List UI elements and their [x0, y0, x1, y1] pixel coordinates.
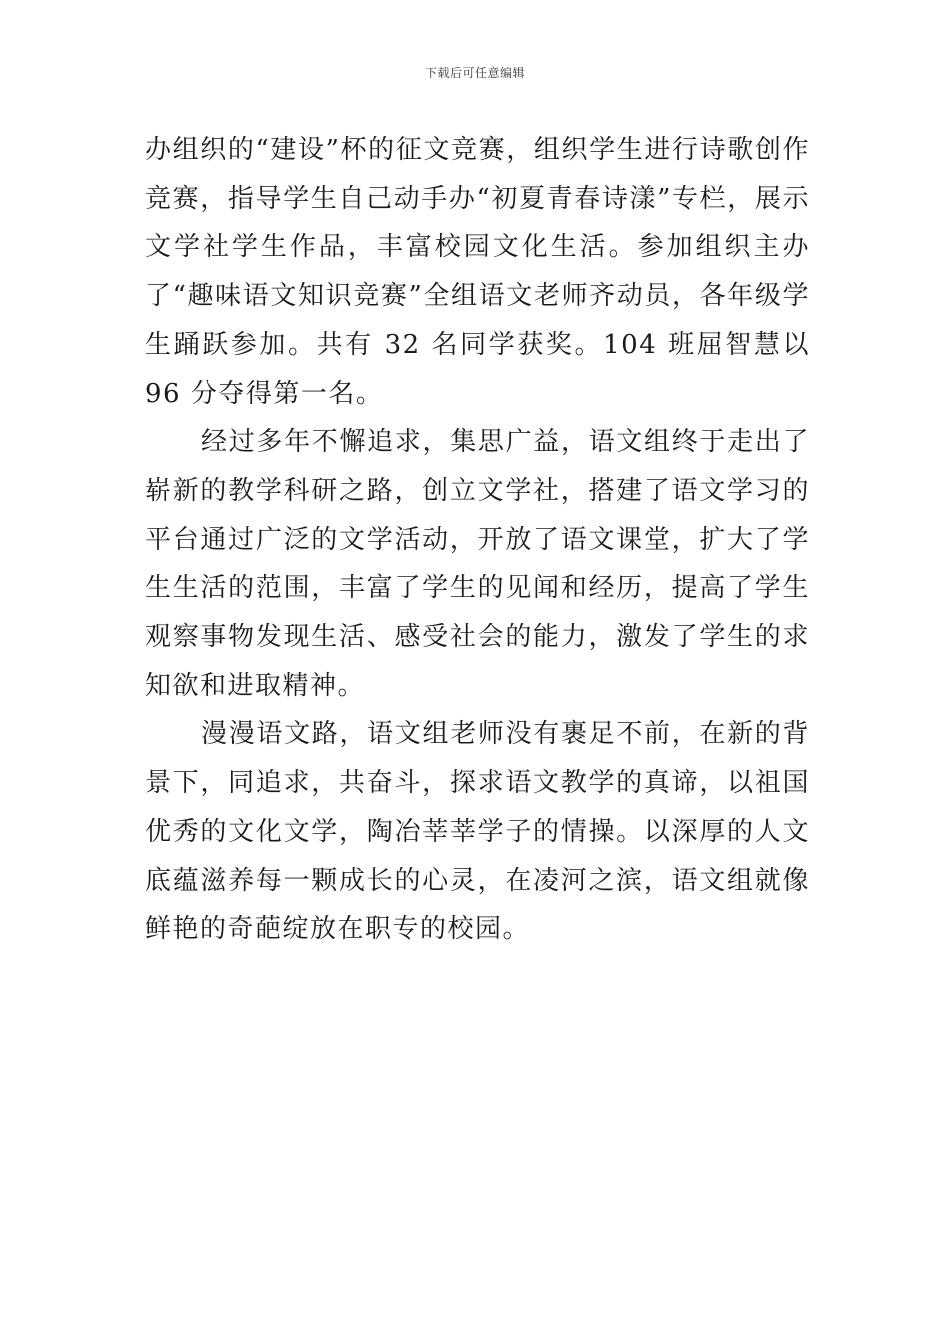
paragraph-closing: 漫漫语文路，语文组老师没有裹足不前，在新的背景下，同追求，共奋斗，探求语文教学的真谛，以祖国优秀的文化文学，陶冶莘莘学子的情操。以深厚的人文底蕴滋养每一颗成长的心灵，在凌河之滨，语文组就像鲜艳的奇葩绽放在职专的校园。	[145, 719, 810, 945]
paragraph-continued: 办组织的“建设”杯的征文竞赛，组织学生进行诗歌创作竞赛，指导学生自己动手办“初夏青春诗漾”专栏，展示文学社学生作品，丰富校园文化生活。参加组织主办了“趣味语文知识竞赛”全组语文老师齐动员，各年级学生踊跃参加。共有 32 名同学获奖。104 班屈智慧以 96 分夺得第一名。	[145, 135, 810, 409]
paragraph-research-path: 经过多年不懈追求，集思广益，语文组终于走出了崭新的教学科研之路，创立文学社，搭建了语文学习的平台通过广泛的文学活动，开放了语文课堂，扩大了学生生活的范围，丰富了学生的见闻和经历，提高了学生观察事物发现生活、感受社会的能力，激发了学生的求知欲和进取精神。	[145, 427, 810, 701]
page-header: 下载后可任意编辑	[424, 66, 525, 80]
document-body	[145, 126, 810, 954]
